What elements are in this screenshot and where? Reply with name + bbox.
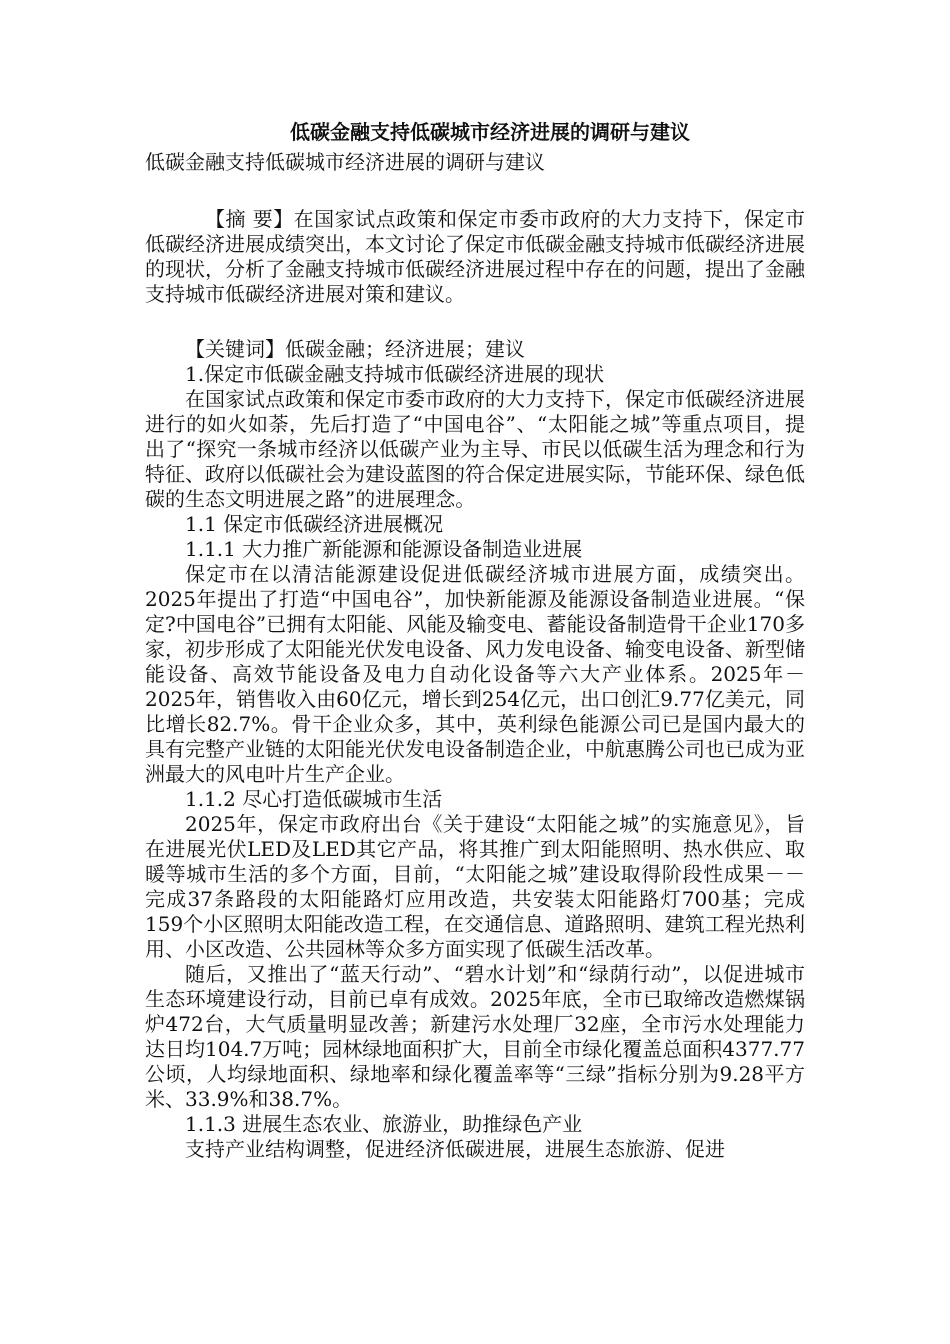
document-body: [145, 117, 805, 1162]
section-1-1-2-paragraph-1: 2025年，保定市政府出台《关于建设“太阳能之城”的实施意见》，旨在进展光伏LED及LED其它产品，将其推广到太阳能照明、热水供应、取暖等城市生活的多个方面，目前，“太阳能之城”建设取得阶段性成果－－完成37条路段的太阳能路灯应用改造，共安装太阳能路灯700基；完成159个小区照明太阳能改造工程，在交通信息、道路照明、建筑工程光热利用、小区改造、公共园林等众多方面实现了低碳生活改革。: [145, 812, 805, 961]
section-1-1-3-paragraph: 支持产业结构调整，促进经济低碳进展，进展生态旅游、促进: [185, 1137, 725, 1161]
section-1-paragraph: 在国家试点政策和保定市委市政府的大力支持下，保定市低碳经济进展进行的如火如荼，先后打造了“中国电谷”、“太阳能之城”等重点项目，提出了“探究一条城市经济以低碳产业为主导、市民以低碳生活为理念和行为特征、政府以低碳社会为建设蓝图的符合保定进展实际，节能环保、绿色低碳的生态文明进展之路”的进展理念。: [145, 387, 805, 511]
section-1-1-1-heading: 1.1.1 大力推广新能源和能源设备制造业进展: [185, 537, 583, 561]
abstract-paragraph: 【摘 要】在国家试点政策和保定市委市政府的大力支持下，保定市低碳经济进展成绩突出，本文讨论了保定市低碳金融支持城市低碳经济进展的现状，分析了金融支持城市低碳经济进展过程中存在的问题，提出了金融支持城市低碳经济进展对策和建议。: [145, 207, 805, 306]
section-1-1-2-heading: 1.1.2 尽心打造低碳城市生活: [185, 787, 443, 811]
section-1-heading: 1.保定市低碳金融支持城市低碳经济进展的现状: [185, 362, 605, 386]
keywords-line: 【关键词】低碳金融；经济进展；建议: [185, 337, 525, 361]
section-1-1-heading: 1.1 保定市低碳经济进展概况: [185, 512, 444, 536]
section-1-1-2-paragraph-2: 随后，又推出了“蓝天行动”、“碧水计划”和“绿荫行动”，以促进城市生态环境建设行动，目前已卓有成效。2025年底，全市已取缔改造燃煤锅炉472台，大气质量明显改善；新建污水处理厂32座，全市污水处理能力达日均104.7万吨；园林绿地面积扩大，目前全市绿化覆盖总面积4377.77公顷，人均绿地面积、绿地率和绿化覆盖率等“三绿”指标分别为9.28平方米、33.9%和38.7%。: [145, 962, 805, 1111]
document-subtitle: 低碳金融支持低碳城市经济进展的调研与建议: [145, 150, 545, 174]
section-1-1-1-paragraph: 保定市在以清洁能源建设促进低碳经济城市进展方面，成绩突出。2025年提出了打造“中国电谷”，加快新能源及能源设备制造业进展。“保定?中国电谷”已拥有太阳能、风能及输变电、蓄能设备制造骨干企业170多家，初步形成了太阳能光伏发电设备、风力发电设备、输变电设备、新型储能设备、高效节能设备及电力自动化设备等六大产业体系。2025年－2025年，销售收入由60亿元，增长到254亿元，出口创汇9.77亿美元，同比增长82.7%。骨干企业众多，其中，英利绿色能源公司已是国内最大的具有完整产业链的太阳能光伏发电设备制造企业，中航惠腾公司也已成为亚洲最大的风电叶片生产企业。: [145, 562, 805, 786]
section-1-1-3-heading: 1.1.3 进展生态农业、旅游业，助推绿色产业: [185, 1112, 583, 1136]
spacer: [145, 307, 805, 337]
spacer: [145, 177, 805, 207]
document-title: 低碳金融支持低碳城市经济进展的调研与建议: [290, 120, 690, 144]
